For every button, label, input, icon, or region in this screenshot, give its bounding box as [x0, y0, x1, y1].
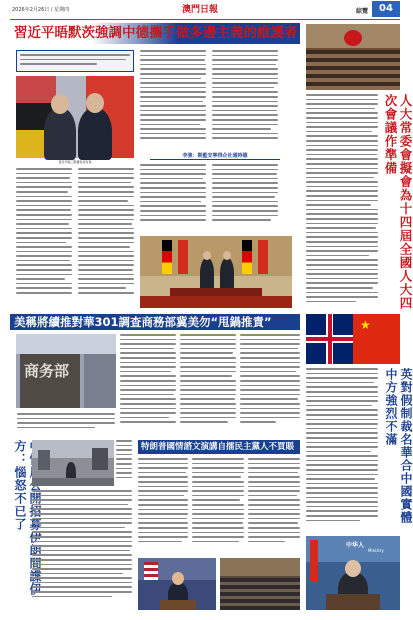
story6-photo-chamber [220, 558, 300, 610]
story4-photo-flags: ★ [306, 314, 400, 364]
story1-text-col2 [78, 168, 134, 310]
story1-subhead: 李強：期藍安寧得企社通時德 [182, 153, 248, 159]
story3-text-col2 [180, 334, 236, 436]
story4-headline: 英對假制裁名華合中國實體中方強烈不滿 [384, 368, 413, 524]
story5-headline-band [10, 440, 42, 610]
section-label: 綜覽 [356, 8, 369, 15]
story2-headline: 人大常委會擬會為十四屆全國人大四次會議作準備 [383, 94, 413, 310]
story6-text-col3 [248, 458, 300, 554]
story1-headline-band [10, 23, 300, 44]
story2-photo-npc-hall [306, 24, 400, 90]
story6-photo-trump [138, 558, 216, 610]
story1-text-col4 [212, 50, 278, 150]
story3-photo-sign: 商务部 [24, 362, 70, 380]
story3-headline-band [10, 314, 300, 330]
story5-headline: 開招募伊朗間諜伊方：惱怒不已了 [13, 440, 42, 596]
story2-text-col1 [306, 94, 378, 310]
story5-text-col0 [116, 440, 132, 486]
story6-headline: 特朗普國情諮文演講自擂民主黨人不買賬 [141, 442, 295, 452]
header-bar [0, 0, 410, 22]
story5-photo-street [32, 440, 114, 486]
story4-photo-spokesperson [306, 536, 400, 610]
story6-headline-band [138, 440, 300, 454]
story4-photo-sign: 中华人 [346, 542, 365, 549]
story1-text-col1 [16, 168, 72, 310]
story1-lead-box [16, 50, 134, 72]
story5-text-col1 [32, 490, 132, 610]
story1-photo-signing [140, 236, 292, 308]
story4-headline-band [381, 368, 413, 532]
story1-headline: 習近平晤默茨強調中德攜手做多邊主義的維護者 [14, 25, 298, 41]
story1-photo-handshake [16, 76, 134, 158]
story4-photo-sign2: Ministry [368, 548, 384, 553]
story1-text-col5 [140, 164, 206, 230]
story6-text-col2 [192, 458, 244, 554]
story3-text-col3 [240, 334, 300, 436]
story3-lead-box [16, 412, 116, 436]
page-number: 04 [372, 1, 400, 17]
story1-subhead-rule [150, 159, 280, 160]
story2-headline-band [381, 94, 413, 310]
masthead: 澳門日報 [182, 5, 219, 15]
story3-headline: 美稱將續推對華301調查商務部冀美勿“甩鍋推責” [14, 315, 272, 329]
story4-text-col1 [306, 368, 378, 532]
story1-text-col3 [140, 50, 206, 150]
story1-photo-caption: 習近平晤三默蕭有商有保 [58, 160, 92, 164]
story3-text-col1 [120, 334, 176, 436]
header-date: 2026年2月26日 / 星期四 [12, 7, 70, 13]
header-rule [10, 19, 400, 20]
story3-photo-mofcom [16, 334, 116, 408]
story1-text-col6 [212, 164, 278, 230]
story6-text-col1 [138, 458, 188, 554]
